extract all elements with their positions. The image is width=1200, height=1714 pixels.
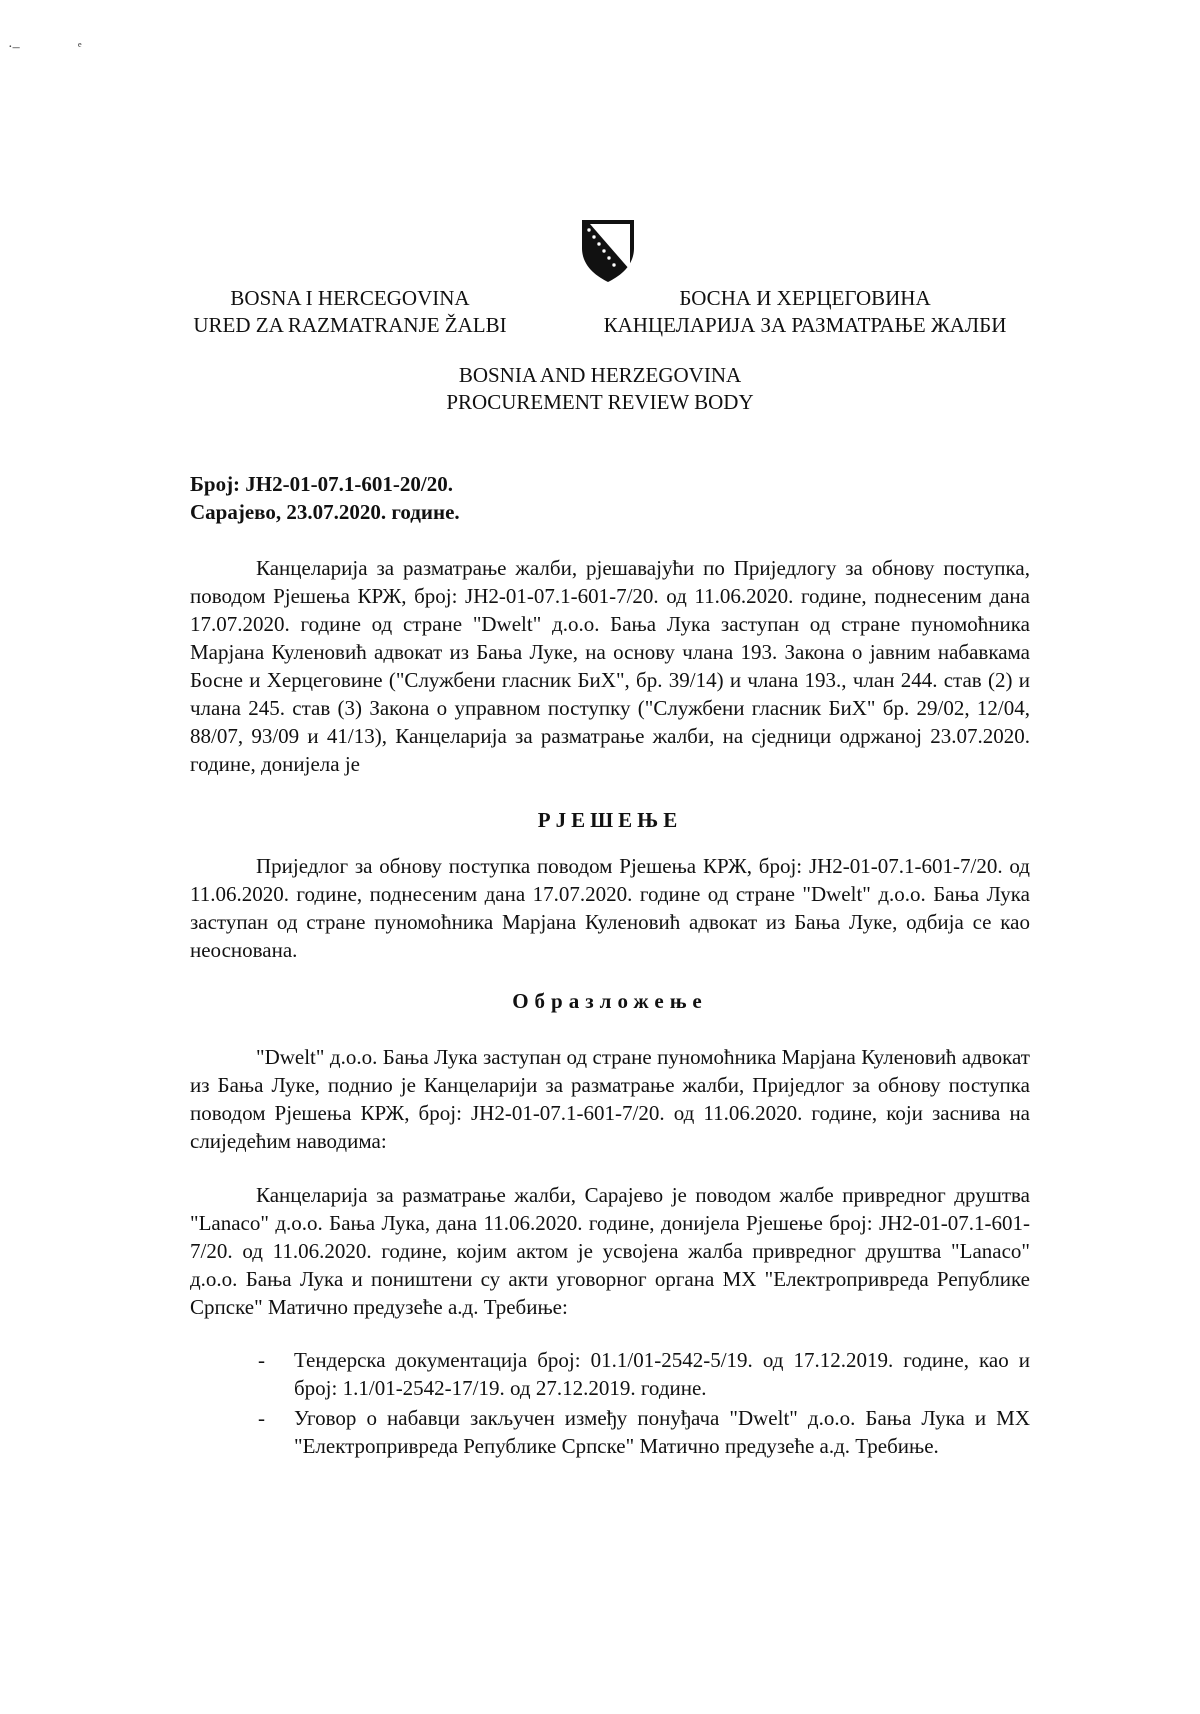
decision-title: РЈЕШЕЊЕ bbox=[537, 808, 683, 832]
list-item-text: Тендерска документација број: 01.1/01-2542-5/19. од 17.12.2019. године, као и број: 1.1/01-2542-17/19. од 27.12.2019. године. bbox=[294, 1348, 1030, 1400]
header-left-line1: BOSNA I HERCEGOVINA bbox=[230, 286, 470, 310]
header-left-latin bbox=[180, 285, 520, 339]
header-right-cyrillic bbox=[590, 285, 1020, 339]
annulled-acts-list bbox=[252, 1346, 1030, 1462]
list-item bbox=[252, 1346, 1030, 1402]
reference-place-date: Сарајево, 23.07.2020. године. bbox=[190, 500, 460, 524]
bullet-dash: - bbox=[258, 1406, 265, 1430]
scan-artifact: ·– bbox=[8, 40, 20, 55]
header-center-line2: PROCUREMENT REVIEW BODY bbox=[446, 390, 754, 414]
header-right-line1: БОСНА И ХЕРЦЕГОВИНА bbox=[679, 286, 931, 310]
list-item-text: Уговор о набавци закључен између понуђача "Dwelt" д.о.о. Бања Лука и МХ "Електропривреда Републике Српске" Матично предузеће а.д. Требиње. bbox=[294, 1406, 1030, 1458]
decision-paragraph: Приједлог за обнову поступка поводом Рјешења КРЖ, број: ЈН2-01-07.1-601-7/20. од 11.06.2020. године, поднесеним дана 17.07.2020. године од стране "Dwelt" д.о.о. Бања Лука заступан од стране пуномоћника Марјана Куленовић адвокат из Бања Луке, одбија се као неоснована. bbox=[190, 854, 1030, 962]
explanation-paragraph-2: Канцеларија за разматрање жалби, Сарајево је поводом жалбе привредног друштва "Lanaco" д.о.о. Бања Лука, дана 11.06.2020. године, донијела Рјешење број: ЈН2-01-07.1-601-7/20. од 11.06.2020. године, којим актом је усвојена жалба привредног друштва "Lanaco" д.о.о. Бања Лука и поништени су акти уговорног органа МХ "Електропривреда Републике Српске" Матично предузеће а.д. Требиње: bbox=[190, 1183, 1030, 1319]
reference-number: Број: ЈН2-01-07.1-601-20/20. bbox=[190, 472, 453, 496]
header-left-line2: URED ZA RAZMATRANJE ŽALBI bbox=[193, 313, 507, 337]
scan-artifact: ᵉ bbox=[78, 40, 82, 55]
coat-of-arms-icon bbox=[580, 218, 636, 284]
bullet-dash: - bbox=[258, 1348, 265, 1372]
header-center-english bbox=[400, 362, 800, 416]
intro-paragraph: Канцеларија за разматрање жалби, рјешавајући по Приједлогу за обнову поступка, поводом Рјешења КРЖ, број: ЈН2-01-07.1-601-7/20. од 11.06.2020. године, поднесеним дана 17.07.2020. године од стране "Dwelt" д.о.о. Бања Лука заступан од стране пуномоћника Марјана Куленовић адвокат из Бања Луке, на основу члана 193. Закона о јавним набавкама Босне и Херцеговине ("Службени гласник БиХ", бр. 39/14) и члана 193., члан 244. став (2) и члана 245. став (3) Закона о управном поступку ("Службени гласник БиХ" бр. 29/02, 12/04, 88/07, 93/09 и 41/13), Канцеларија за разматрање жалби, на сједници одржаној 23.07.2020. године, донијела је bbox=[190, 556, 1030, 776]
explanation-title: Образложење bbox=[512, 989, 708, 1013]
header-right-line2: КАНЦЕЛАРИЈА ЗА РАЗМАТРАЊЕ ЖАЛБИ bbox=[603, 313, 1007, 337]
reference-block bbox=[190, 470, 460, 526]
header-center-line1: BOSNIA AND HERZEGOVINA bbox=[458, 363, 742, 387]
list-item bbox=[252, 1404, 1030, 1460]
explanation-paragraph-1: "Dwelt" д.о.о. Бања Лука заступан од стране пуномоћника Марјана Куленовић адвокат из Бања Луке, поднио је Канцеларији за разматрање жалби, Приједлог за обнову поступка поводом Рјешења КРЖ, број: ЈН2-01-07.1-601-7/20. од 11.06.2020. године, који заснива на слиједећим наводима: bbox=[190, 1045, 1030, 1153]
